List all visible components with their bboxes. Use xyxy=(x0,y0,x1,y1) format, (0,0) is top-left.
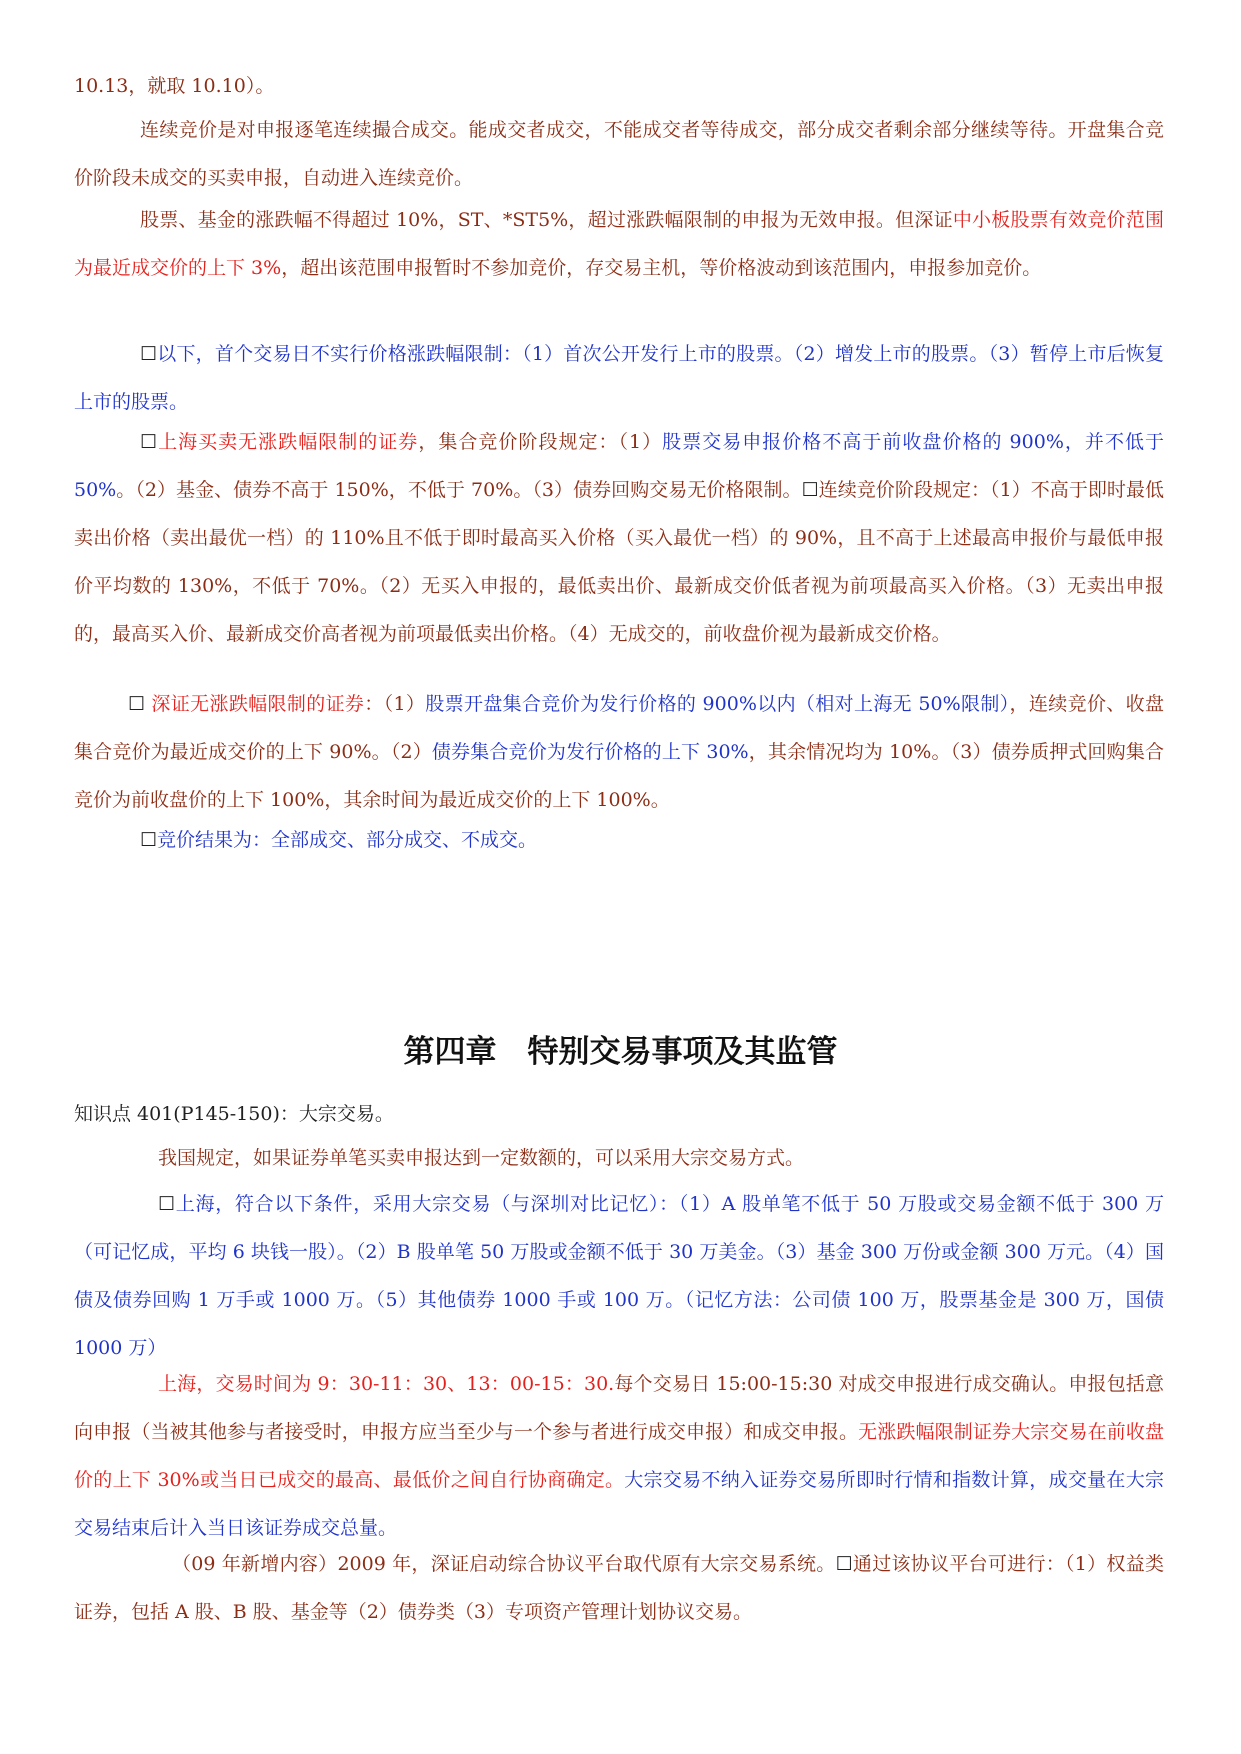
paragraph-auction-result xyxy=(74,816,1164,864)
paragraph-price-rounding-end xyxy=(74,62,1164,110)
text-run: 以下，首个交易日不实行价格涨跌幅限制：（1）首次公开发行上市的股票。（2）增发上市的股票。（3）暂停上市后恢复上市的股票。 xyxy=(74,343,1164,413)
paragraph-shanghai-block-conditions xyxy=(74,1180,1164,1372)
checkbox-glyph: ☐ xyxy=(835,1553,853,1575)
checkbox-glyph: ☐ xyxy=(140,431,158,453)
text-run: ，超出该范围申报暂时不参加竞价，存交易主机，等价格波动到该范围内，申报参加竞价。 xyxy=(281,257,1042,279)
checkbox-glyph: ☐ xyxy=(128,693,146,715)
paragraph-shenzhen-protocol-platform xyxy=(74,1540,1164,1636)
checkbox-glyph: ☐ xyxy=(140,829,158,851)
text-run: 连续竞价阶段规定：（1）不高于即时最低卖出价格（卖出最优一档）的 110%且不低于即时最高买入价格（买入最优一档）的 90%，且不高于上述最高申报价与最低申报价平均数的 130%，不低于 70%。（2）无买入申报的，最低卖出价、最新成交价低者视为前项最高买入价格。（3）无卖出申报的，最高买入价、最新成交价高者视为前项最低卖出价格。（4）无成交的，前收盘价视为最新成交价格。 xyxy=(74,479,1164,645)
text-run: 连续竞价是对申报逐笔连续撮合成交。能成交者成交，不能成交者等待成交，部分成交者剩余部分继续等待。开盘集合竞价阶段未成交的买卖申报，自动进入连续竞价。 xyxy=(74,119,1164,189)
checkbox-glyph: ☐ xyxy=(140,343,158,365)
blue-run: 股票开盘集合竞价为发行价格的 900%以内（相对上海无 50%限制） xyxy=(425,693,1010,715)
highlight-run: 无涨跌幅限制证券大宗交易在前收盘价的上下 30%或当日已成交的最高、最低价之间自行协商确定。 xyxy=(74,1421,1164,1491)
highlight-run: 深证无涨跌幅限制的证券 xyxy=(145,693,365,715)
text-run: 。（2）基金、债券不高于 150%，不低于 70%。（3）债券回购交易无价格限制。 xyxy=(116,479,802,501)
paragraph-first-day-no-limit xyxy=(74,330,1164,426)
paragraph-shanghai-block-time xyxy=(74,1360,1164,1552)
blue-run: 大宗交易不纳入证券交易所即时行情和指数计算，成交量在大宗交易结束后计入当日该证券成交总量。 xyxy=(74,1469,1164,1539)
text-run: ，其余情况均为 10%。（3）债券质押式回购集合竞价为前收盘价的上下 100%，其余时间为最近成交价的上下 100%。 xyxy=(74,741,1164,811)
paragraph-block-trade-intro xyxy=(74,1134,1164,1182)
text-run: ，连续竞价、收盘集合竞价为最近成交价的上下 90%。（2） xyxy=(74,693,1164,763)
highlight-run: 中小板股票有效竞价范围为最近成交价的上下 3% xyxy=(74,209,1164,279)
text-run: 每个交易日 15:00-15:30 对成交申报进行成交确认。申报包括意向申报（当被其他参与者接受时，申报方应当至少与一个参与者进行成交申报）和成交申报。 xyxy=(74,1373,1165,1443)
knowledge-point-heading xyxy=(74,1090,1164,1138)
chapter-title: 第四章 特别交易事项及其监管 xyxy=(403,1034,838,1070)
text-run: ，集合竞价阶段规定：（1） xyxy=(418,431,663,453)
paragraph-continuous-auction xyxy=(74,106,1164,202)
text-run: 10.13，就取 10.10）。 xyxy=(74,75,275,97)
paragraph-price-limit xyxy=(74,196,1164,292)
text-run: 股票、基金的涨跌幅不得超过 10%，ST、*ST5%，超过涨跌幅限制的申报为无效申报。但深证 xyxy=(140,209,953,231)
checkbox-glyph: ☐ xyxy=(158,1193,176,1215)
text-run: （09 年新增内容）2009 年，深证启动综合协议平台取代原有大宗交易系统。 xyxy=(172,1553,836,1575)
text-run: 我国规定，如果证券单笔买卖申报达到一定数额的，可以采用大宗交易方式。 xyxy=(158,1147,805,1169)
highlight-run: 上海，交易时间为 9：30-11：30、13：00-15：30. xyxy=(158,1373,615,1395)
checkbox-glyph: ☐ xyxy=(801,479,819,501)
text-run: 通过该协议平台可进行：（1）权益类证券，包括 A 股、B 股、基金等（2）债券类（3）专项资产管理计划协议交易。 xyxy=(74,1553,1164,1623)
text-run: 上海，符合以下条件，采用大宗交易（与深圳对比记忆）：（1）A 股单笔不低于 50 万股或交易金额不低于 300 万（可记忆成，平均 6 块钱一股）。（2）B 股单笔 50 万股或金额不低于 30 万美金。（3）基金 300 万份或金额 300 万元。（4）国债及债券回购 1 万手或 1000 万。（5）其他债券 1000 手或 100 万。（记忆方法：公司债 100 万，股票基金是 300 万，国债 1000 万） xyxy=(74,1193,1165,1359)
paragraph-shanghai-no-limit xyxy=(74,418,1164,658)
text-run: 竞价结果为：全部成交、部分成交、不成交。 xyxy=(157,829,538,851)
text-run: 知识点 401(P145-150)：大宗交易。 xyxy=(74,1103,394,1125)
paragraph-shenzhen-no-limit xyxy=(74,680,1164,824)
blue-run: 股票交易申报价格不高于前收盘价格的 900%，并不低于 50% xyxy=(74,431,1164,501)
blue-run: 债券集合竞价为发行价格的上下 30% xyxy=(431,741,749,763)
text-run: ：（1） xyxy=(364,693,426,715)
highlight-run: 上海买卖无涨跌幅限制的证券 xyxy=(157,431,419,453)
